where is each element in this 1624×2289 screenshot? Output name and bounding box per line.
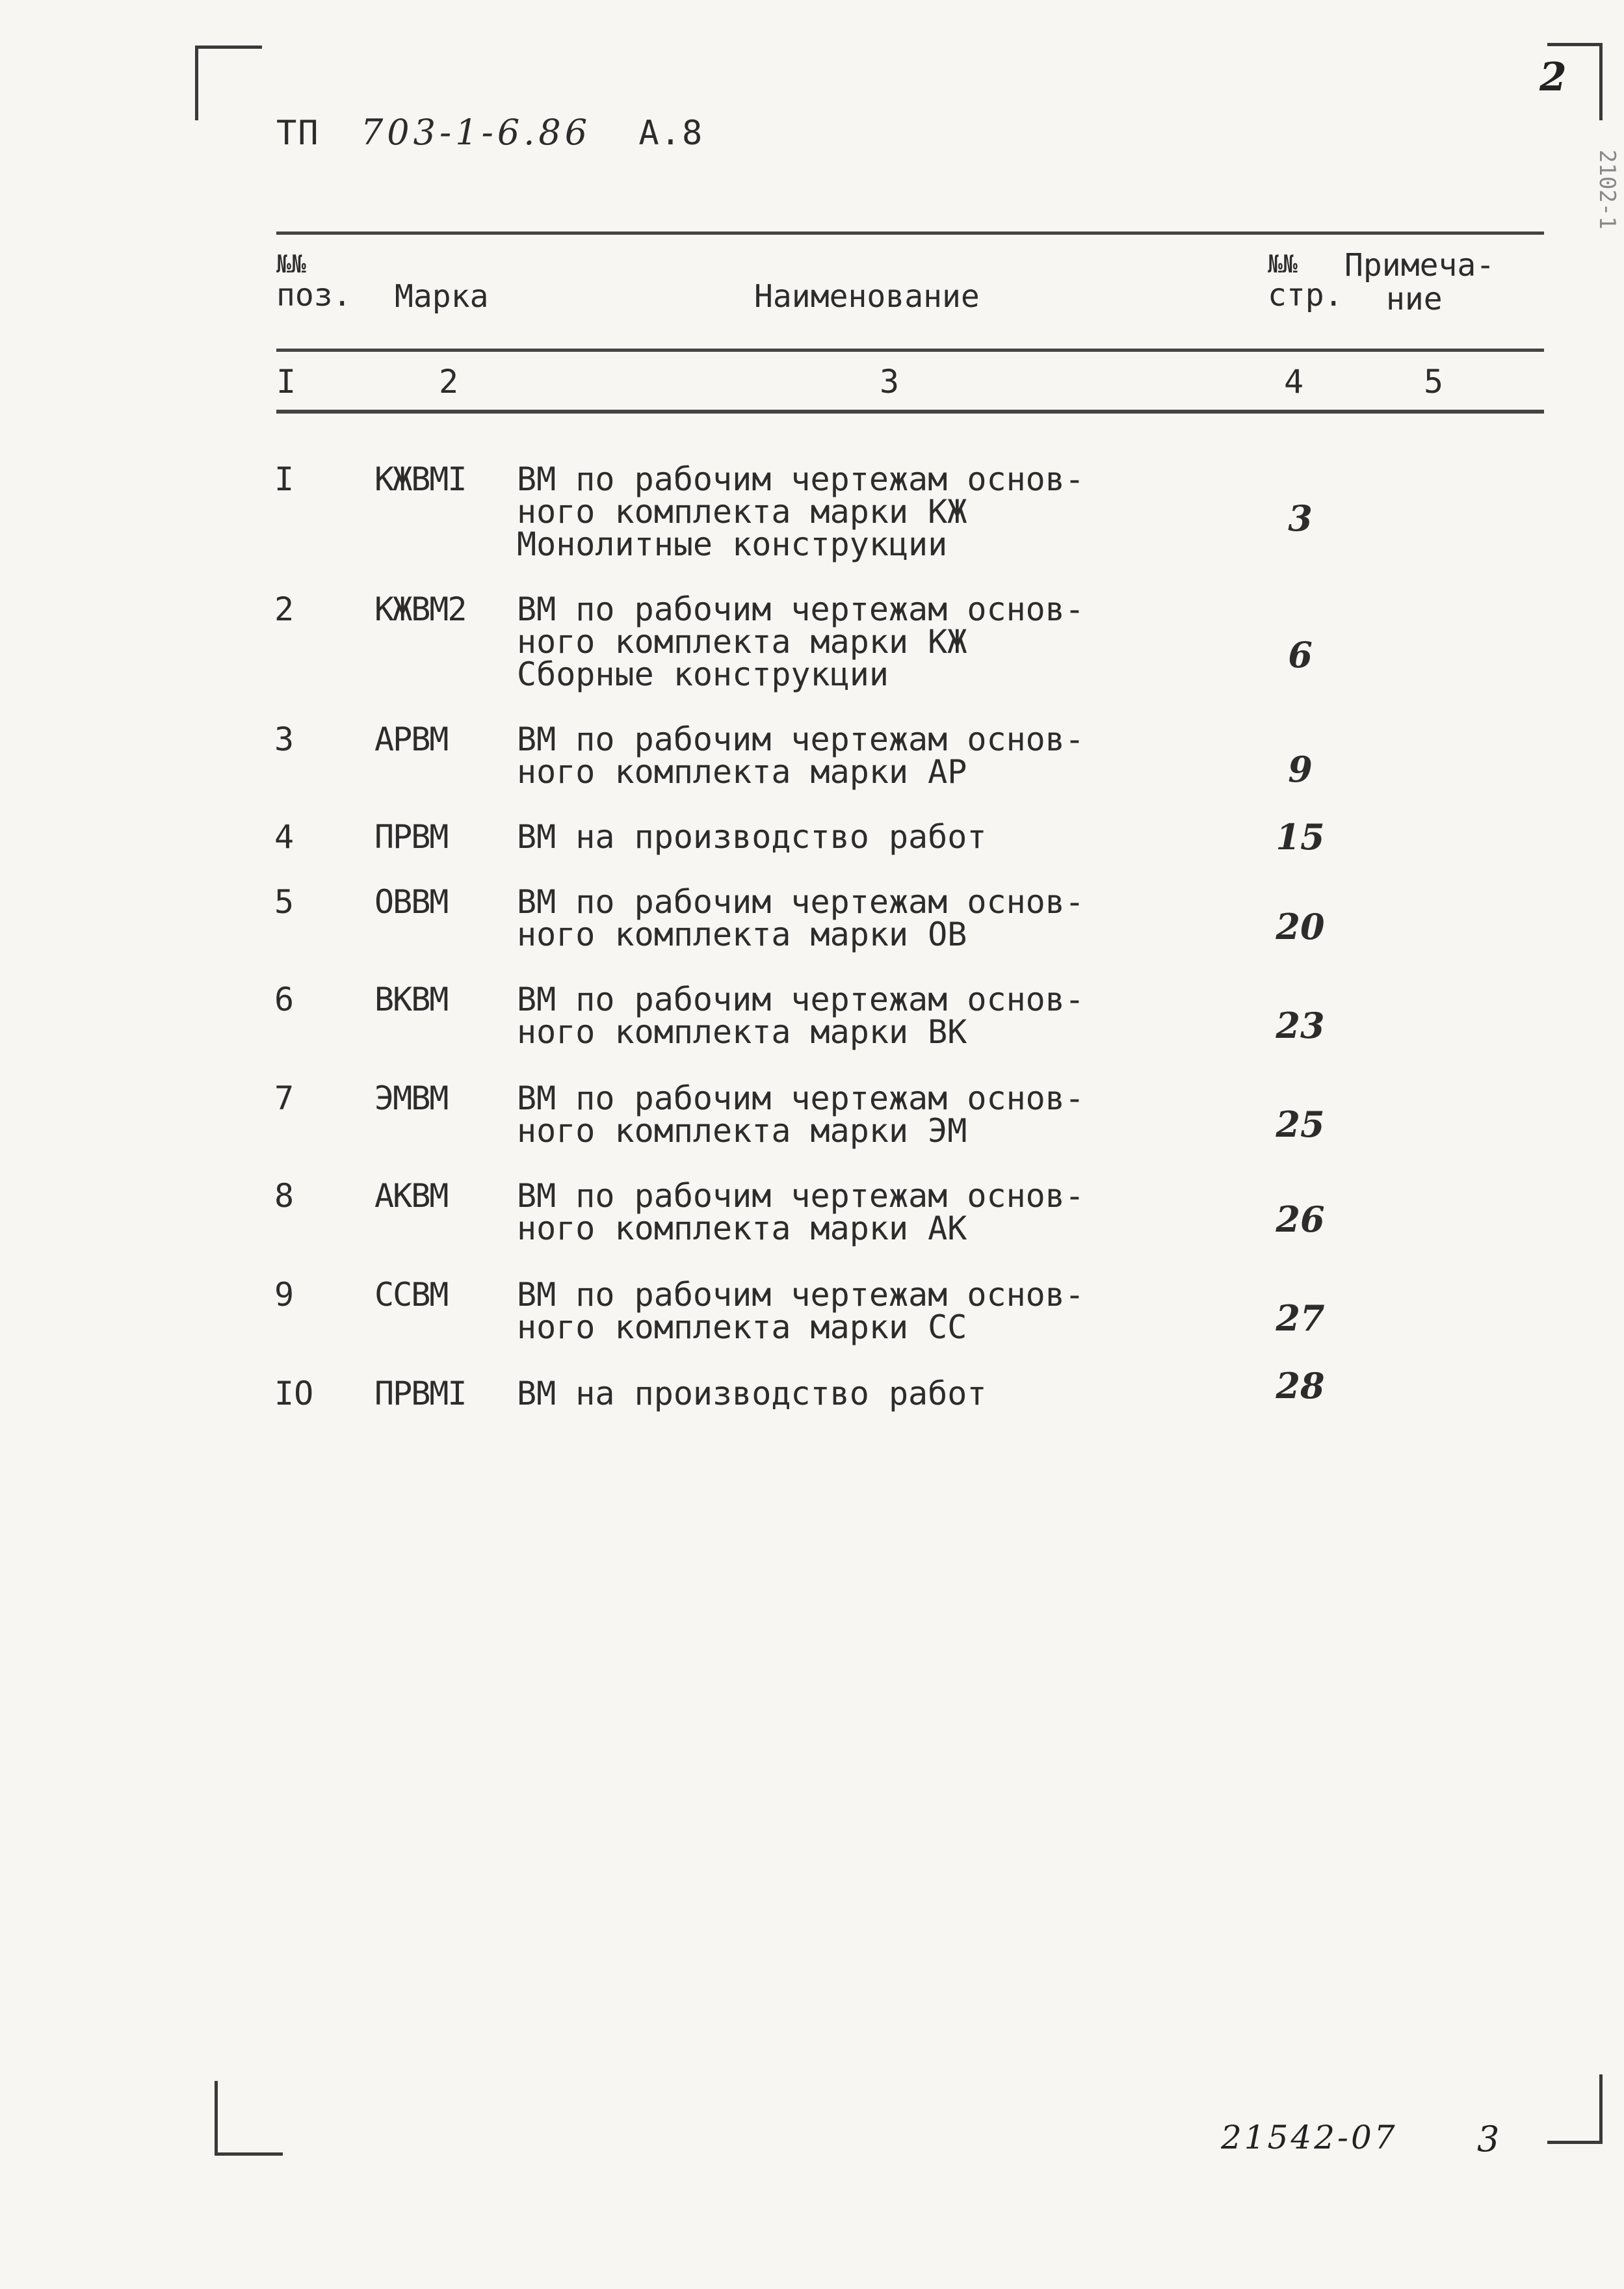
row-2-page: 6 <box>1288 634 1313 676</box>
header-col-note-line2: ние <box>1386 281 1443 317</box>
row-8-name <box>517 1177 1167 1247</box>
row-9-name-line-1: ВМ по рабочим чертежам основ- <box>517 1276 1084 1314</box>
row-10-name-line-1: ВМ на производство работ <box>517 1375 987 1412</box>
document-code <box>276 112 703 153</box>
header-col-page <box>1268 250 1343 312</box>
document-series: ТП <box>276 114 320 153</box>
row-5-page: 20 <box>1276 906 1325 947</box>
row-1-name-line-2: ного комплекта марки КЖ <box>517 493 967 531</box>
header-col-pos <box>276 250 352 312</box>
row-5-name <box>517 883 1167 953</box>
header-col-page-line1: №№ <box>1268 250 1298 278</box>
row-6-name-line-1: ВМ по рабочим чертежам основ- <box>517 981 1084 1018</box>
row-4-mark: ПРВМ <box>374 818 448 856</box>
header-col-mark: Марка <box>395 278 489 315</box>
col-index-5: 5 <box>1424 363 1444 401</box>
row-2-name-line-2: ного комплекта марки КЖ <box>517 623 967 661</box>
row-8-pos: 8 <box>274 1177 295 1215</box>
row-10-page: 28 <box>1276 1365 1325 1407</box>
row-8-page: 26 <box>1276 1198 1325 1240</box>
row-6-mark: ВКВМ <box>374 981 448 1018</box>
header-col-page-line2: стр. <box>1268 277 1343 313</box>
row-6-name-line-2: ного комплекта марки ВК <box>517 1013 967 1051</box>
row-5-pos: 5 <box>274 883 295 921</box>
table-header-rule <box>276 349 1544 352</box>
row-1-name-line-1: ВМ по рабочим чертежам основ- <box>517 460 1084 498</box>
row-2-mark: КЖВМ2 <box>374 590 466 628</box>
corner-bracket-bottom-left <box>215 2081 283 2156</box>
row-7-mark: ЭМВМ <box>374 1079 448 1117</box>
row-1-pos: I <box>274 460 295 498</box>
row-3-mark: АРВМ <box>374 721 448 758</box>
row-10-mark: ПРВМI <box>374 1375 466 1412</box>
corner-bracket-bottom-right <box>1547 2074 1603 2144</box>
footer-page-number: 3 <box>1477 2119 1500 2160</box>
row-8-name-line-1: ВМ по рабочим чертежам основ- <box>517 1177 1084 1215</box>
row-4-name-line-1: ВМ на производство работ <box>517 818 987 856</box>
row-9-pos: 9 <box>274 1276 295 1314</box>
row-6-page: 23 <box>1276 1005 1325 1046</box>
col-index-1: I <box>276 363 296 401</box>
row-2-name-line-1: ВМ по рабочим чертежам основ- <box>517 590 1084 628</box>
row-3-pos: 3 <box>274 721 295 758</box>
table-index-rule <box>276 410 1544 414</box>
row-8-mark: АКВМ <box>374 1177 448 1215</box>
row-2-name-line-3: Сборные конструкции <box>517 655 889 693</box>
row-4-pos: 4 <box>274 818 295 856</box>
margin-note: 2102-1 <box>1594 150 1620 230</box>
row-5-name-line-1: ВМ по рабочим чертежам основ- <box>517 883 1084 921</box>
row-7-page: 25 <box>1276 1104 1325 1145</box>
row-3-name <box>517 721 1167 791</box>
col-index-3: 3 <box>880 363 900 401</box>
row-7-name-line-2: ного комплекта марки ЭМ <box>517 1112 967 1150</box>
row-6-name <box>517 981 1167 1051</box>
row-4-name <box>517 818 1167 856</box>
header-col-note-line1: Примеча- <box>1344 247 1495 284</box>
page-number: 2 <box>1539 55 1567 100</box>
footer-code: 21542-07 <box>1221 2119 1398 2156</box>
header-col-pos-line1: №№ <box>276 250 306 278</box>
row-6-pos: 6 <box>274 981 295 1018</box>
row-5-mark: ОВВМ <box>374 883 448 921</box>
col-index-2: 2 <box>439 363 459 401</box>
header-col-pos-line2: поз. <box>276 277 352 313</box>
row-10-pos: IO <box>274 1375 314 1412</box>
document-sheet: А.8 <box>638 114 704 153</box>
row-1-page: 3 <box>1288 497 1313 539</box>
row-7-pos: 7 <box>274 1079 295 1117</box>
row-9-page: 27 <box>1276 1297 1325 1339</box>
table-top-rule <box>276 232 1544 235</box>
document-number: 703-1-6.86 <box>360 112 592 153</box>
col-index-4: 4 <box>1284 363 1304 401</box>
row-1-name <box>517 460 1167 563</box>
row-10-name <box>517 1377 1167 1410</box>
row-2-pos: 2 <box>274 590 295 628</box>
row-5-name-line-2: ного комплекта марки ОВ <box>517 916 967 953</box>
row-3-page: 9 <box>1288 748 1313 790</box>
row-7-name-line-1: ВМ по рабочим чертежам основ- <box>517 1079 1084 1117</box>
row-4-page: 15 <box>1276 816 1325 858</box>
corner-bracket-top-left <box>195 46 262 120</box>
row-3-name-line-1: ВМ по рабочим чертежам основ- <box>517 721 1084 758</box>
row-9-name <box>517 1276 1167 1346</box>
row-8-name-line-2: ного комплекта марки АК <box>517 1210 967 1247</box>
row-9-mark: ССВМ <box>374 1276 448 1314</box>
header-col-note <box>1344 248 1495 316</box>
row-7-name <box>517 1079 1167 1150</box>
row-3-name-line-2: ного комплекта марки АР <box>517 753 967 791</box>
row-1-mark: КЖВМI <box>374 460 466 498</box>
row-2-name <box>517 590 1167 693</box>
header-col-name: Наименование <box>754 278 980 315</box>
row-9-name-line-2: ного комплекта марки СС <box>517 1308 967 1346</box>
row-1-name-line-3: Монолитные конструкции <box>517 525 948 563</box>
